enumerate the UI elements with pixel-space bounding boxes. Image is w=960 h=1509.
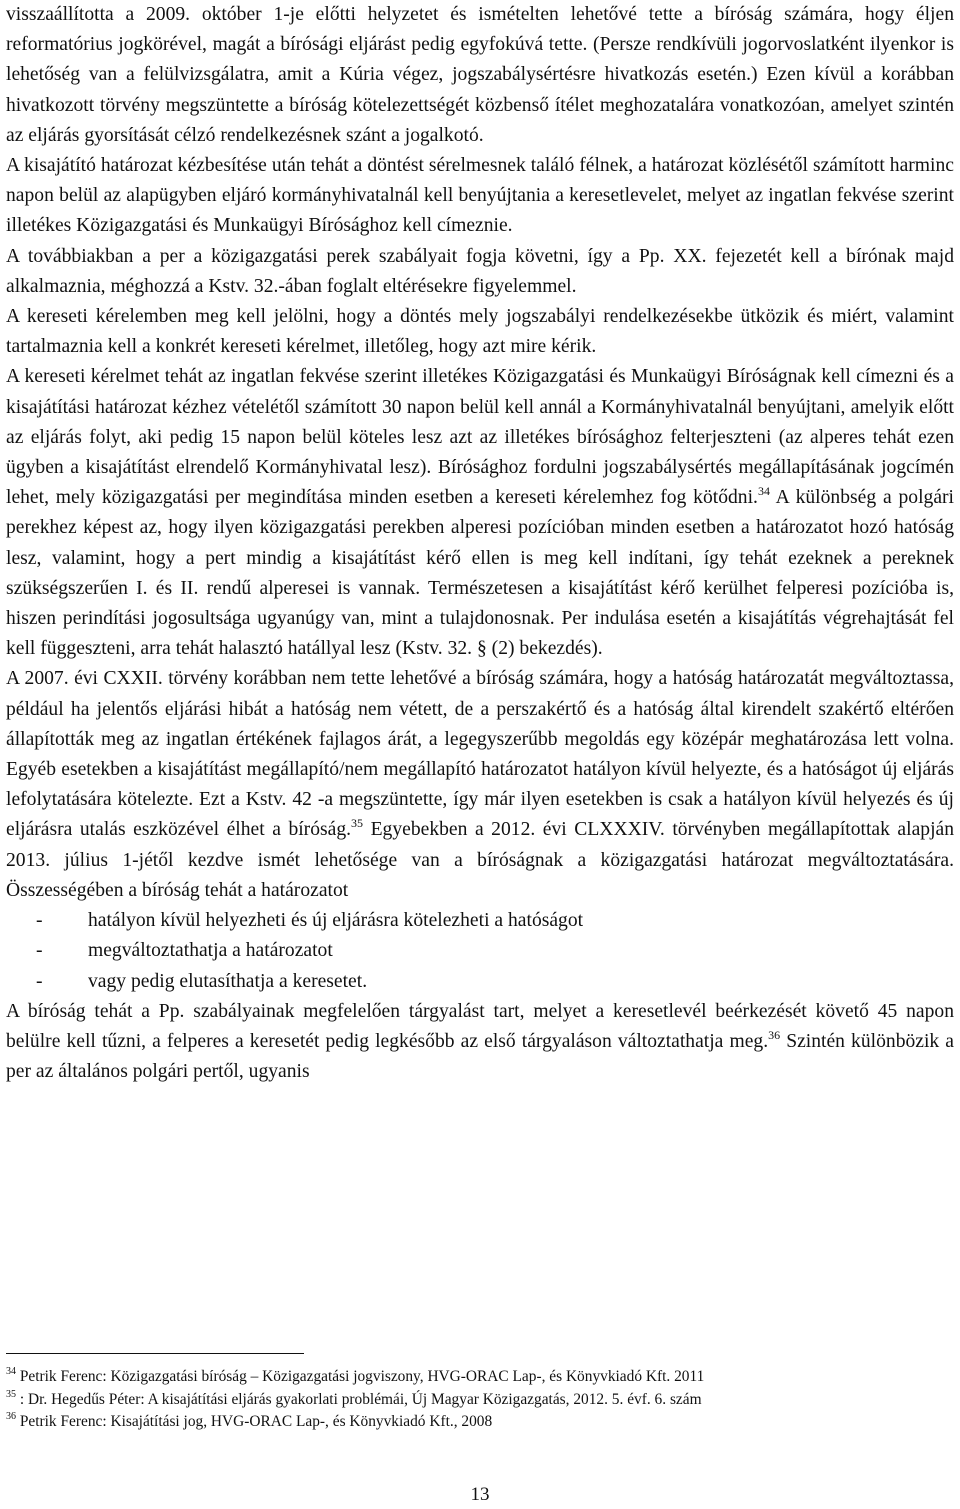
footnote-text: : Dr. Hegedűs Péter: A kisajátítási eljárás gyakorlati problémái, Új Magyar Közigazgatás, 2012. 5. évf. 6. szám: [19, 1390, 702, 1408]
list-marker: -: [36, 910, 43, 932]
list-marker: -: [36, 970, 43, 992]
document-page: [6, 0, 954, 1087]
paragraph: A továbbiakban a per a közigazgatási perek szabályait fogja követni, így a Pp. XX. fejezetét kell a bírónak majd alkalmaznia, méghozzá a Kstv. 32.-ában foglalt eltérésekre figyelemmel.: [6, 245, 954, 297]
footnote-number: 34: [6, 1366, 16, 1377]
list-item: - hatályon kívül helyezheti és új eljárásra kötelezheti a hatóságot: [36, 906, 954, 936]
footnote: [6, 1411, 954, 1434]
paragraph: A kereseti kérelmet tehát az ingatlan fekvése szerint illetékes Közigazgatási és Munkaügyi Bíróságnak kell címezni és a kisajátítási határozat kézhez vételétől számított 30 napon belül kell annál a Kormányhivatalnál benyújtani, amelyik előtt az eljárás folyt, aki pedig 15 napon belül köteles lesz azt az illetékes bírósághoz felterjeszteni (az alperes tehát ezen ügyben a kisajátítást elrendelő Kormányhivatal lesz). Bírósághoz fordulni jogszabálysértés megállapításának jogcímén lehet, mely közigazgatási per megindítása minden esetben a kereseti kérelemhez fog kötődni.$^{34}$ A különbség a polgári perekhez képest az, hogy ilyen közigazgatási perekben alperesi pozícióban minden esetben a határozatot hozó hatóság lesz, valamint, hogy a pert mindig a kisajátítást kérő ellen is meg kell indítani, így tehát ezeknek a pereknek szükségszerűen I. és II. rendű alperesei is vannak. Természetesen a kisajátítást kérő kerülhet felperesi pozícióba is, hiszen perindítási jogosultsága ugyanúgy van, mint a tulajdonosnak. Per indulása esetén a kisajátítás végrehajtását fel kell függeszteni, arra tehát halasztó hatállyal lesz (Kstv. 32. § (2) bekezdés).: [6, 366, 954, 660]
footnote-number: 35: [6, 1388, 16, 1400]
paragraph: visszaállította a 2009. október 1-je előtti helyzetet és ismételten lehetővé tette a bíróság számára, hogy éljen reformatórius jogkörével, magát a bírósági eljárást pedig egyfokúvá tette. (Persze rendkívüli jogorvoslatként ilyenkor is lehetőség van a felülvizsgálatra, amit a Kúria végez, jogszabálysértésre hivatkozás esetén.) Ezen kívül a korábban hivatkozott törvény megszüntette a bíróság kötelezettségét közbenső ítélet meghozatalára vonatkozóan, amelyet szintén az eljárás gyorsítását célzó rendelkezésnek szánt a jogalkotó.: [6, 4, 954, 146]
footnote: [6, 1366, 954, 1389]
footnote-ref[interactable]: 35: [351, 816, 364, 831]
page-number: 13: [470, 1484, 490, 1505]
paragraph: A kisajátító határozat kézbesítése után tehát a döntést sérelmesnek találó félnek, a határozat közlésétől számított harminc napon belül az alapügyben eljáró kormányhivatalnál kell benyújtania a keresetlevelet, melyet az ingatlan fekvése szerint illetékes Közigazgatási és Munkaügyi Bírósághoz kell címeznie.: [6, 155, 954, 237]
paragraph: A bíróság tehát a Pp. szabályainak megfelelően tárgyalást tart, melyet a keresetlevél beérkezését követő 45 napon belülre kell tűzni, a felperes a keresetét pedig legkésőbb az első tárgyaláson változtathatja meg.$^{36}$ Szintén különbözik a per az általános polgári pertől, ugyanis: [6, 1000, 955, 1083]
footnote-ref[interactable]: 36: [768, 1027, 781, 1042]
footnote-separator: [6, 1353, 304, 1354]
paragraph: A 2007. évi CXXII. törvény korábban nem tette lehetővé a bíróság számára, hogy a hatóság határozatát megváltoztassa, például ha jelentős eljárási hibát a hatóság nem vétett, de a perszakértő és a hatóság által kirendelt szakértő eltérően állapították meg az ingatlan értékének fajlagos árát, a legegyszerűbb megoldás egy középár meghatározása lett volna. Egyéb esetekben a kisajátítást megállapító/nem megállapító határozatot hatályon kívül helyezte, és a hatóságot új eljárás lefolytatására kötelezte. Ezt a Kstv. 42 -a megszüntette, így már ilyen esetekben is csak a hatályon kívül helyezés és új eljárásra utalás eszközével élhet a bíróság.$^{35}$ Egyebekben a 2012. évi CLXXXIV. törvényben megállapítottak alapján 2013. július 1-jétől kezdve ismét lehetősége van a bíróságnak a közigazgatási határozat megváltoztatására. Összességében a bíróság tehát a határozatot: [6, 668, 955, 901]
body-text: [6, 0, 954, 1087]
footnote: [6, 1389, 954, 1412]
list-item: - vagy pedig elutasíthatja a keresetet.: [36, 967, 954, 997]
paragraph: A kereseti kérelemben meg kell jelölni, hogy a döntés mely jogszabályi rendelkezésekbe ütközik és miért, valamint tartalmaznia kell a konkrét kereseti kérelmet, illetőleg, hogy azt mire kérik.: [6, 306, 954, 358]
dash-list: [6, 906, 954, 997]
footnote-ref[interactable]: 34: [757, 484, 770, 499]
list-item: - megváltoztathatja a határozatot: [36, 936, 954, 966]
list-marker: -: [36, 940, 43, 962]
footnote-number: 36: [6, 1411, 16, 1423]
footnotes: [6, 1366, 954, 1434]
footnote-text: Petrik Ferenc: Közigazgatási bíróság – Közigazgatási jogviszony, HVG-ORAC Lap-, és Könyvkiadó Kft. 2011: [19, 1368, 705, 1385]
footnote-text: Petrik Ferenc: Kisajátítási jog, HVG-ORAC Lap-, és Könyvkiadó Kft., 2008: [19, 1413, 493, 1431]
